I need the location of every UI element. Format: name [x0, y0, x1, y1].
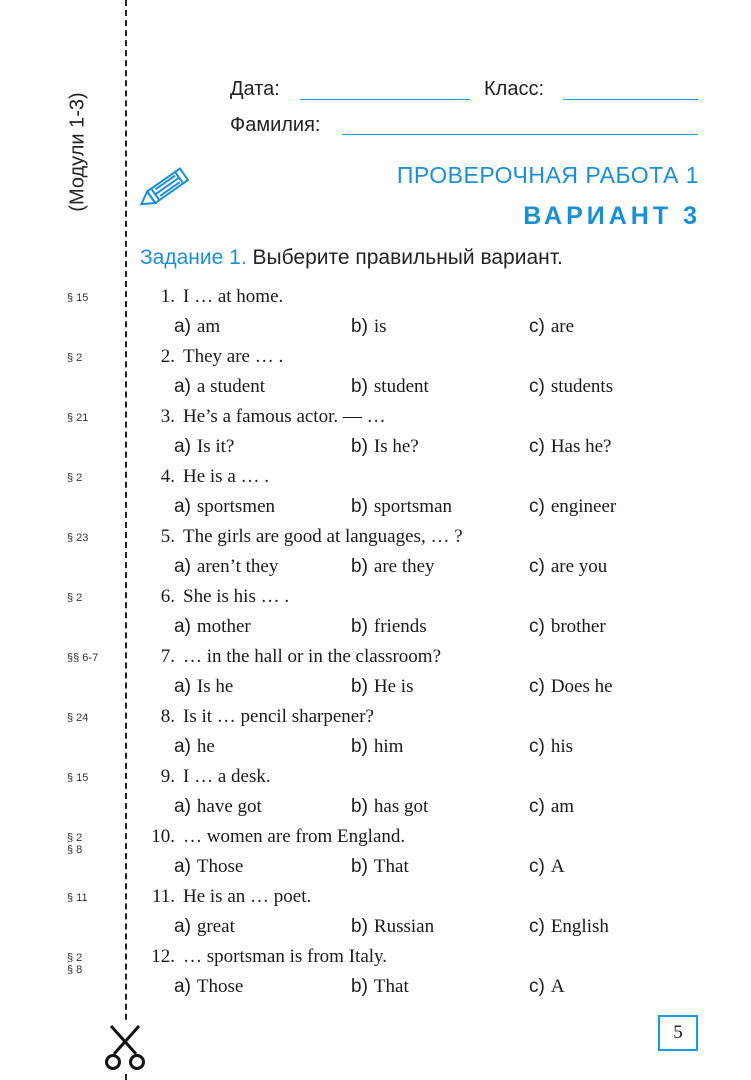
- question-item: [131, 406, 721, 466]
- option-letter: b): [351, 856, 368, 877]
- answer-option[interactable]: [351, 796, 428, 818]
- grammar-ref-line: § 2: [67, 352, 83, 364]
- question-number: 3.: [160, 406, 175, 427]
- option-text: brother: [550, 616, 606, 637]
- option-text: friends: [373, 616, 427, 637]
- answer-option[interactable]: [174, 916, 235, 938]
- question-line: [131, 706, 374, 728]
- option-text: A: [550, 856, 565, 877]
- question-line: [131, 946, 387, 968]
- grammar-ref-line: § 21: [67, 412, 89, 424]
- question-line: [131, 646, 441, 668]
- option-letter: a): [174, 316, 191, 337]
- answer-option[interactable]: [174, 496, 275, 518]
- option-letter: b): [351, 916, 368, 937]
- question-item: [131, 886, 721, 946]
- option-letter: c): [529, 376, 545, 397]
- option-text: is: [373, 316, 387, 337]
- answer-option[interactable]: [529, 376, 613, 398]
- option-text: aren’t they: [196, 556, 279, 577]
- question-number: 11.: [151, 886, 175, 907]
- option-text: Russian: [373, 916, 435, 937]
- answer-option[interactable]: [351, 496, 452, 518]
- option-letter: a): [174, 916, 191, 937]
- option-text: engineer: [550, 496, 617, 517]
- question-text: … sportsman is from Italy.: [183, 946, 388, 967]
- question-text: I … a desk.: [183, 766, 271, 787]
- option-text: are you: [550, 556, 608, 577]
- question-text: He is an … poet.: [183, 886, 312, 907]
- answer-option[interactable]: [174, 316, 220, 338]
- task-text: Выберите правильный вариант.: [252, 246, 563, 269]
- surname-label: Фамилия:: [230, 114, 321, 136]
- grammar-ref: [67, 652, 98, 664]
- option-text: Those: [196, 976, 244, 997]
- date-label: Дата:: [230, 78, 280, 100]
- option-text: That: [373, 976, 409, 997]
- option-text: sportsmen: [196, 496, 276, 517]
- answer-option[interactable]: [174, 976, 243, 998]
- question-item: [131, 346, 721, 406]
- option-letter: b): [351, 616, 368, 637]
- modules-label: (Модули 1-3): [66, 92, 89, 212]
- option-text: English: [550, 916, 609, 937]
- option-text: a student: [196, 376, 265, 397]
- class-label: Класс:: [484, 78, 544, 100]
- option-letter: c): [529, 736, 545, 757]
- page-number: 5: [658, 1015, 698, 1051]
- grammar-ref: [67, 352, 82, 364]
- grammar-ref-line: § 15: [67, 772, 89, 784]
- option-letter: c): [529, 436, 545, 457]
- grammar-ref-line: § 2: [67, 832, 83, 844]
- question-number: 10.: [151, 826, 175, 847]
- class-field[interactable]: [563, 99, 698, 100]
- grammar-ref: [67, 592, 82, 604]
- option-letter: b): [351, 556, 368, 577]
- variant-title: ВАРИАНТ 3: [523, 202, 701, 230]
- grammar-ref: [67, 772, 88, 784]
- question-line: [131, 826, 405, 848]
- option-letter: c): [529, 316, 545, 337]
- question-number: 8.: [160, 706, 175, 727]
- grammar-ref-line: § 15: [67, 292, 89, 304]
- question-text: They are … .: [183, 346, 284, 367]
- question-text: Is it … pencil sharpener?: [183, 706, 374, 727]
- answer-option[interactable]: [529, 316, 574, 338]
- option-letter: a): [174, 556, 191, 577]
- option-text: are they: [373, 556, 435, 577]
- option-text: are: [550, 316, 575, 337]
- question-line: [131, 406, 386, 428]
- question-number: 1.: [160, 286, 175, 307]
- question-line: [131, 286, 283, 308]
- question-number: 12.: [151, 946, 175, 967]
- question-text: He is a … .: [183, 466, 270, 487]
- option-letter: a): [174, 616, 191, 637]
- option-letter: a): [174, 796, 191, 817]
- answer-option[interactable]: [351, 736, 403, 758]
- answer-option[interactable]: [351, 436, 419, 458]
- question-number: 4.: [160, 466, 175, 487]
- question-item: [131, 466, 721, 526]
- question-number: 6.: [160, 586, 175, 607]
- option-letter: a): [174, 856, 191, 877]
- question-item: [131, 766, 721, 826]
- work-title: ПРОВЕРОЧНАЯ РАБОТА 1: [396, 162, 699, 188]
- answer-option[interactable]: [351, 316, 387, 338]
- option-letter: a): [174, 436, 191, 457]
- answer-option[interactable]: [351, 976, 409, 998]
- question-line: [131, 346, 283, 368]
- answer-option[interactable]: [351, 376, 429, 398]
- question-item: [131, 706, 721, 766]
- option-letter: a): [174, 496, 191, 517]
- answer-option[interactable]: [351, 916, 434, 938]
- answer-option[interactable]: [174, 616, 251, 638]
- question-number: 5.: [160, 526, 175, 547]
- option-text: students: [550, 376, 614, 397]
- grammar-ref-line: § 8: [67, 844, 83, 856]
- option-letter: c): [529, 496, 545, 517]
- answer-option[interactable]: [174, 796, 262, 818]
- question-number: 7.: [160, 646, 175, 667]
- option-text: am: [196, 316, 221, 337]
- question-number: 2.: [160, 346, 175, 367]
- option-text: Those: [196, 856, 244, 877]
- option-letter: c): [529, 856, 545, 877]
- answer-option[interactable]: [351, 856, 409, 878]
- option-letter: a): [174, 976, 191, 997]
- question-text: … women are from England.: [183, 826, 406, 847]
- question-line: [131, 886, 311, 908]
- option-letter: b): [351, 316, 368, 337]
- option-text: A: [550, 976, 565, 997]
- option-letter: c): [529, 796, 545, 817]
- question-number: 9.: [160, 766, 175, 787]
- date-field[interactable]: [300, 99, 470, 100]
- answer-option[interactable]: [529, 556, 607, 578]
- question-text: I … at home.: [183, 286, 284, 307]
- answer-option[interactable]: [174, 736, 215, 758]
- question-text: The girls are good at languages, … ?: [183, 526, 463, 547]
- grammar-ref-line: § 2: [67, 592, 83, 604]
- question-item: [131, 586, 721, 646]
- question-item: [131, 646, 721, 706]
- question-text: He’s a famous actor. — …: [183, 406, 386, 427]
- grammar-ref-line: § 11: [67, 892, 88, 904]
- answer-option[interactable]: [529, 976, 565, 998]
- option-letter: a): [174, 376, 191, 397]
- option-text: him: [373, 736, 404, 757]
- answer-option[interactable]: [174, 856, 243, 878]
- option-letter: a): [174, 736, 191, 757]
- option-letter: a): [174, 676, 191, 697]
- scissors-icon: [103, 1022, 147, 1072]
- option-text: he: [196, 736, 215, 757]
- task-label: Задание 1.: [140, 246, 247, 269]
- option-text: Does he: [550, 676, 613, 697]
- question-line: [131, 466, 269, 488]
- answer-option[interactable]: [529, 616, 606, 638]
- option-letter: b): [351, 796, 368, 817]
- answer-option[interactable]: [174, 556, 278, 578]
- answer-option[interactable]: [529, 736, 573, 758]
- option-text: has got: [373, 796, 429, 817]
- answer-option[interactable]: [351, 616, 427, 638]
- option-text: student: [373, 376, 429, 397]
- option-text: That: [373, 856, 409, 877]
- option-letter: b): [351, 376, 368, 397]
- question-line: [131, 526, 463, 548]
- option-text: Has he?: [550, 436, 612, 457]
- option-text: Is he: [196, 676, 234, 697]
- answer-option[interactable]: [351, 676, 413, 698]
- question-text: She is his … .: [183, 586, 290, 607]
- option-letter: c): [529, 676, 545, 697]
- answer-option[interactable]: [529, 916, 609, 938]
- answer-option[interactable]: [174, 436, 234, 458]
- grammar-ref: [67, 832, 82, 856]
- option-text: am: [550, 796, 575, 817]
- option-letter: c): [529, 916, 545, 937]
- option-letter: c): [529, 556, 545, 577]
- grammar-ref-line: § 2: [67, 952, 83, 964]
- option-letter: b): [351, 976, 368, 997]
- grammar-ref: [67, 472, 82, 484]
- grammar-ref-line: § 23: [67, 532, 89, 544]
- pencil-icon: [138, 158, 200, 214]
- option-letter: b): [351, 436, 368, 457]
- grammar-ref: [67, 412, 88, 424]
- question-item: [131, 826, 721, 886]
- grammar-ref: [67, 292, 88, 304]
- grammar-ref: [67, 952, 82, 976]
- question-item: [131, 526, 721, 586]
- grammar-ref-line: § 8: [67, 964, 83, 976]
- grammar-ref: [67, 712, 88, 724]
- option-letter: b): [351, 736, 368, 757]
- answer-option[interactable]: [174, 676, 233, 698]
- task-heading: [140, 246, 563, 270]
- option-text: mother: [196, 616, 251, 637]
- option-text: sportsman: [373, 496, 453, 517]
- answer-option[interactable]: [529, 796, 574, 818]
- option-text: Is he?: [373, 436, 419, 457]
- surname-field[interactable]: [342, 134, 698, 135]
- question-line: [131, 766, 271, 788]
- question-text: … in the hall or in the classroom?: [183, 646, 442, 667]
- answer-option[interactable]: [351, 556, 435, 578]
- grammar-ref-line: § 2: [67, 472, 83, 484]
- question-item: [131, 946, 721, 1006]
- answer-option[interactable]: [529, 676, 613, 698]
- answer-option[interactable]: [174, 376, 265, 398]
- grammar-ref-line: § 24: [67, 712, 89, 724]
- option-letter: b): [351, 676, 368, 697]
- option-letter: b): [351, 496, 368, 517]
- option-text: his: [550, 736, 574, 757]
- answer-option[interactable]: [529, 496, 616, 518]
- grammar-ref-line: §§ 6-7: [67, 652, 99, 664]
- question-line: [131, 586, 289, 608]
- question-item: [131, 286, 721, 346]
- option-letter: c): [529, 616, 545, 637]
- option-text: have got: [196, 796, 262, 817]
- option-text: great: [196, 916, 235, 937]
- option-text: Is it?: [196, 436, 235, 457]
- cut-line: [125, 0, 127, 1080]
- option-text: He is: [373, 676, 414, 697]
- answer-option[interactable]: [529, 856, 565, 878]
- grammar-ref: [67, 892, 88, 904]
- answer-option[interactable]: [529, 436, 612, 458]
- grammar-ref: [67, 532, 88, 544]
- option-letter: c): [529, 976, 545, 997]
